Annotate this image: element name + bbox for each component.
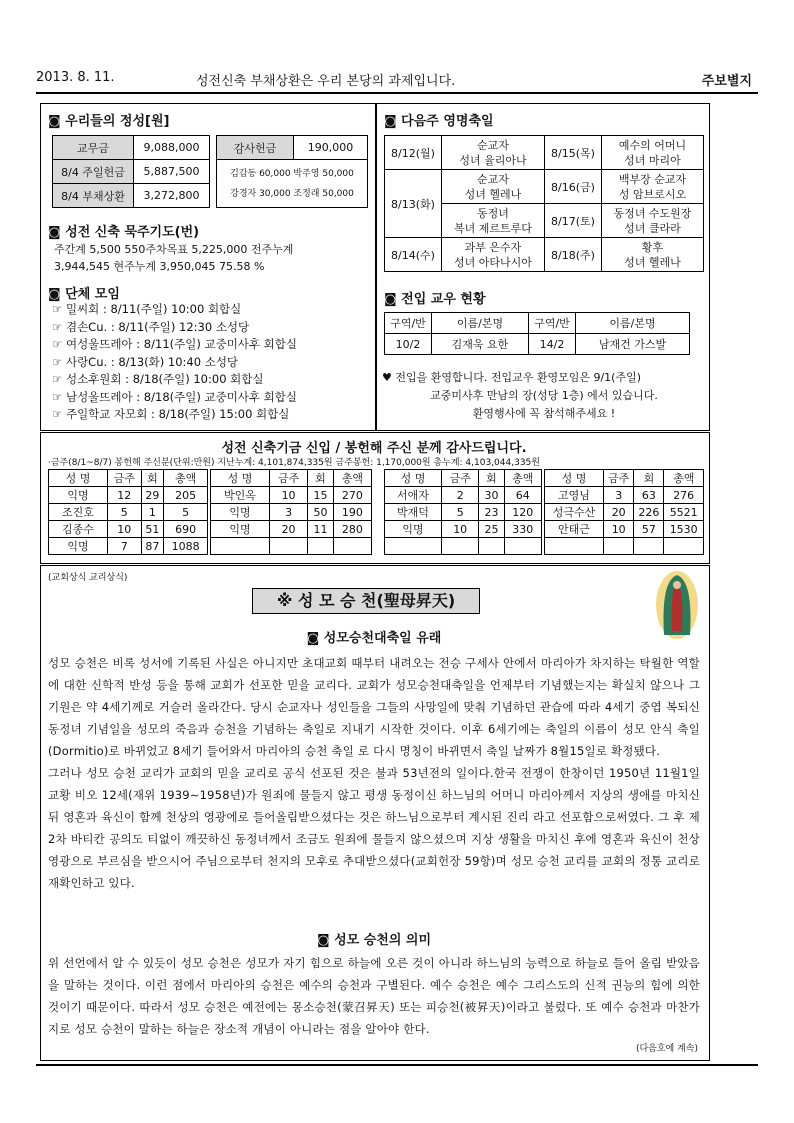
thanks-donors: 김갑동 60,000 박주영 50,000 [230,168,354,179]
thanks-donors: 강경자 30,000 조정래 50,000 [230,188,354,199]
list-item: ☞ 남성울뜨레아 : 8/18(주일) 교중미사후 회합실 [52,389,298,404]
groups-heading: ◙ 단체 모임 [48,287,120,302]
thanks-label: 감사헌금 [217,136,294,160]
offering-label: 교무금 [53,136,134,160]
offering-value: 9,088,000 [134,136,210,160]
square-icon: ◙ [384,114,402,129]
thanks-table [216,135,368,208]
offerings-heading: ◙ 우리들의 정성[원] [48,114,170,129]
offerings-table [52,135,210,208]
feast-date: 8/15(목) [545,136,602,170]
rosary-stats: 주간계 5,500 550주차목표 5,225,000 전주누계 3,944,545 현주누계 3,950,045 75.58 % [54,243,294,273]
rosary-heading: ◙ 성전 신축 묵주기도(번) [48,225,200,240]
list-item: ☞ 성소후원회 : 8/18(주일) 10:00 회합실 [52,372,264,386]
fund-table-3: 성 명 금주 회 총액 서애자 2 30 64 박재덕 5 23 120 익명 10 25 330 [384,469,542,555]
pointer-icon: ☞ [52,302,66,316]
square-icon: ◙ [48,114,66,129]
list-item: ☞ 밀씨회 : 8/11(주일) 10:00 회합실 [52,302,242,316]
article-paragraph: 위 선언에서 알 수 있듯이 성모 승천은 성모가 자기 힘으로 하늘에 오른 것이 아니라 하느님의 능력으로 하늘로 들어 올림 받았음을 말하는 것이다. 이런 점에서 마리아의 승천은 예수의 승천과 구별된다. 예수 승천은 예수 그리스도의 신적 권능의 힘에 의한 것이기 때문이다. 따라서 성모 승천은 예전에는 몽소승천(蒙召昇天) 또는 피승천(被昇天)이라고 불렀다. 또 예수 승천과 마찬가지로 성모 승천이 말하는 하늘은 장소적 개념이 아니라는 점을 알아야 한다. [48,956,700,1036]
newcomers-heading: ◙ 전입 교우 현황 [384,292,486,307]
square-icon: ◙ [384,292,402,307]
feast-heading: ◙ 다음주 영명축일 [384,114,494,129]
offering-value: 3,272,800 [134,184,210,208]
pointer-icon: ☞ [52,337,66,351]
groups-list [52,301,297,424]
square-icon: ◙ [48,225,66,240]
newcomers-notice: ♥ 전입을 환영합니다. 전입교우 환영모임은 9/1(주일) 교중미사후 만남의 장(성당 1층) 에서 있습니다. 환영행사에 꼭 참석해주세요 ! [382,371,658,420]
offering-value: 5,887,500 [134,160,210,184]
footer-rule [36,1064,758,1066]
list-item: ☞ 여성울뜨레아 : 8/11(주일) 교중미사후 회합실 [52,337,298,351]
feast-table: 8/12(월) 순교자 성녀 율리아나 8/15(목) 예수의 어머니 성녀 마리아 8/13(화) 순교자 성녀 헬레나 8/16(금) 백부장 순교자 성 암브로시오 동정녀 복녀 제르트루다 8/17(토) 동정녀 수도원장 성녀 클라라 8/14(수) 과부 은수자 성녀 아타나시아 8/18(주) 황후 성녀 헬레나 [384,135,704,272]
fund-table-4: 성 명 금주 회 총액 고영님 3 63 276 성극수산 20 226 5521 안태근 10 57 1530 [544,469,704,555]
header-motto: 성전신축 부채상환은 우리 본당의 과제입니다. [196,74,456,89]
pointer-icon: ☞ [52,354,66,369]
offering-label: 8/4 부채상환 [53,184,134,208]
page-header [36,66,758,92]
list-item: ☞ 주일학교 자모회 : 8/18(주일) 15:00 회합실 [52,407,290,421]
pointer-icon: ☞ [52,389,66,404]
article-title: ※ 성 모 승 천(聖母昇天) [252,588,480,614]
subheading-origin: ◙ 성모승천대축일 유래 [306,631,442,646]
offering-label: 8/4 주일헌금 [53,160,134,184]
feast-date: 8/17(토) [545,204,602,238]
fund-summary: ·금주(8/1~8/7) 봉헌해 주신분(단위:만원) 지난누계: 4,101,874,335원 금주봉헌: 1,170,000원 총누계: 4,103,044,335원 [48,458,540,468]
pointer-icon: ☞ [52,407,66,421]
fund-table-1: 성 명 금주 회 총액 익명 12 29 205 조진호 5 1 5 김종수 10 51 690 익명 7 87 1088 [48,469,208,555]
feast-date: 8/14(수) [385,238,442,272]
article-paragraph: 성모 승천은 비록 성서에 기록된 사실은 아니지만 초대교회 때부터 내려오는 전승 구세사 안에서 마리아가 차지하는 탁월한 역할에 대한 신학적 반성 등을 통해 교회가 선포한 믿을 교리다. 교회가 성모승천대축일을 언제부터 기념했는지는 확실치 않으나 그 기원은 약 4세기께로 거슬러 올라간다. 당시 순교자나 성인들을 그들의 사망일에 맞춰 기념하던 관습에 따라 4세기 중엽 복되신 동정녀 기념일을 성모의 죽음과 승천을 기념하는 축일로 지내기 시작한 것이다. 이후 6세기에는 축일의 이름이 성모 안식 축일 (Dormitio)로 바뀌었고 8세기 들어와서 마리아의 승천 축일 로 다시 명칭이 바뀌면서 축일 날짜가 8월15일로 확정됐다. [48,656,700,758]
square-icon: ◙ [48,287,66,302]
list-item: ☞ 겸손Cu. : 8/11(주일) 12:30 소성당 [52,319,250,334]
list-item: ☞ 사랑Cu. : 8/13(화) 10:40 소성당 [52,354,239,369]
article-paragraph: 그러나 성모 승천 교리가 교회의 믿을 교리로 공식 선포된 것은 불과 53년전의 일이다.한국 전쟁이 한창이던 1950년 11월1일 교황 비오 12세(재위 1939∼1958년)가 원죄에 물들지 않고 평생 동정이신 하느님의 어머니 마리아께서 지상의 생애를 마치신 뒤 영혼과 육신이 함께 천상의 영광에로 들어올림받으셨다는 것은 하느님으로부터 계시된 진리 라고 선포함으로써였다. 그 후 제2차 바티칸 공의도 티없이 깨끗하신 동정녀께서 조금도 원죄에 물들지 않으셨으며 지상 생활을 마치신 후에 영혼과 육신이 천상 영광으로 부르심을 받으시어 주님으로부터 천지의 모후로 추대받으셨다(교회헌장 59항)며 성모 승천 교리를 교회의 정통 교리로 재확인하고 있다. [48,766,700,890]
bulletin-title: 주보별지 [701,74,752,89]
thanks-value: 190,000 [294,136,368,160]
pointer-icon: ☞ [52,319,66,334]
feast-date: 8/13(화) [385,170,442,238]
continued-note: (다음호에 계속) [635,1044,698,1054]
subheading-meaning: ◙ 성모 승천의 의미 [316,933,432,948]
feast-date: 8/12(월) [385,136,442,170]
fund-table-2: 성 명 금주 회 총액 박인옥 10 15 270 익명 3 50 190 익명 20 11 280 [210,469,372,555]
feast-date: 8/18(주) [545,238,602,272]
header-rule [36,92,758,94]
issue-date: 2013. 8. 11. [36,70,115,85]
fund-heading: 성전 신축기금 신입 / 봉헌해 주신 분께 감사드립니다. [221,441,527,456]
pointer-icon: ☞ [52,372,66,386]
article-tag: (교회상식 교리상식) [48,573,128,583]
newcomers-table: 구역/반 이름/본명 구역/반 이름/본명 10/2 김재욱 요한 14/2 남재건 가스발 [384,312,690,355]
feast-date: 8/16(금) [545,170,602,204]
